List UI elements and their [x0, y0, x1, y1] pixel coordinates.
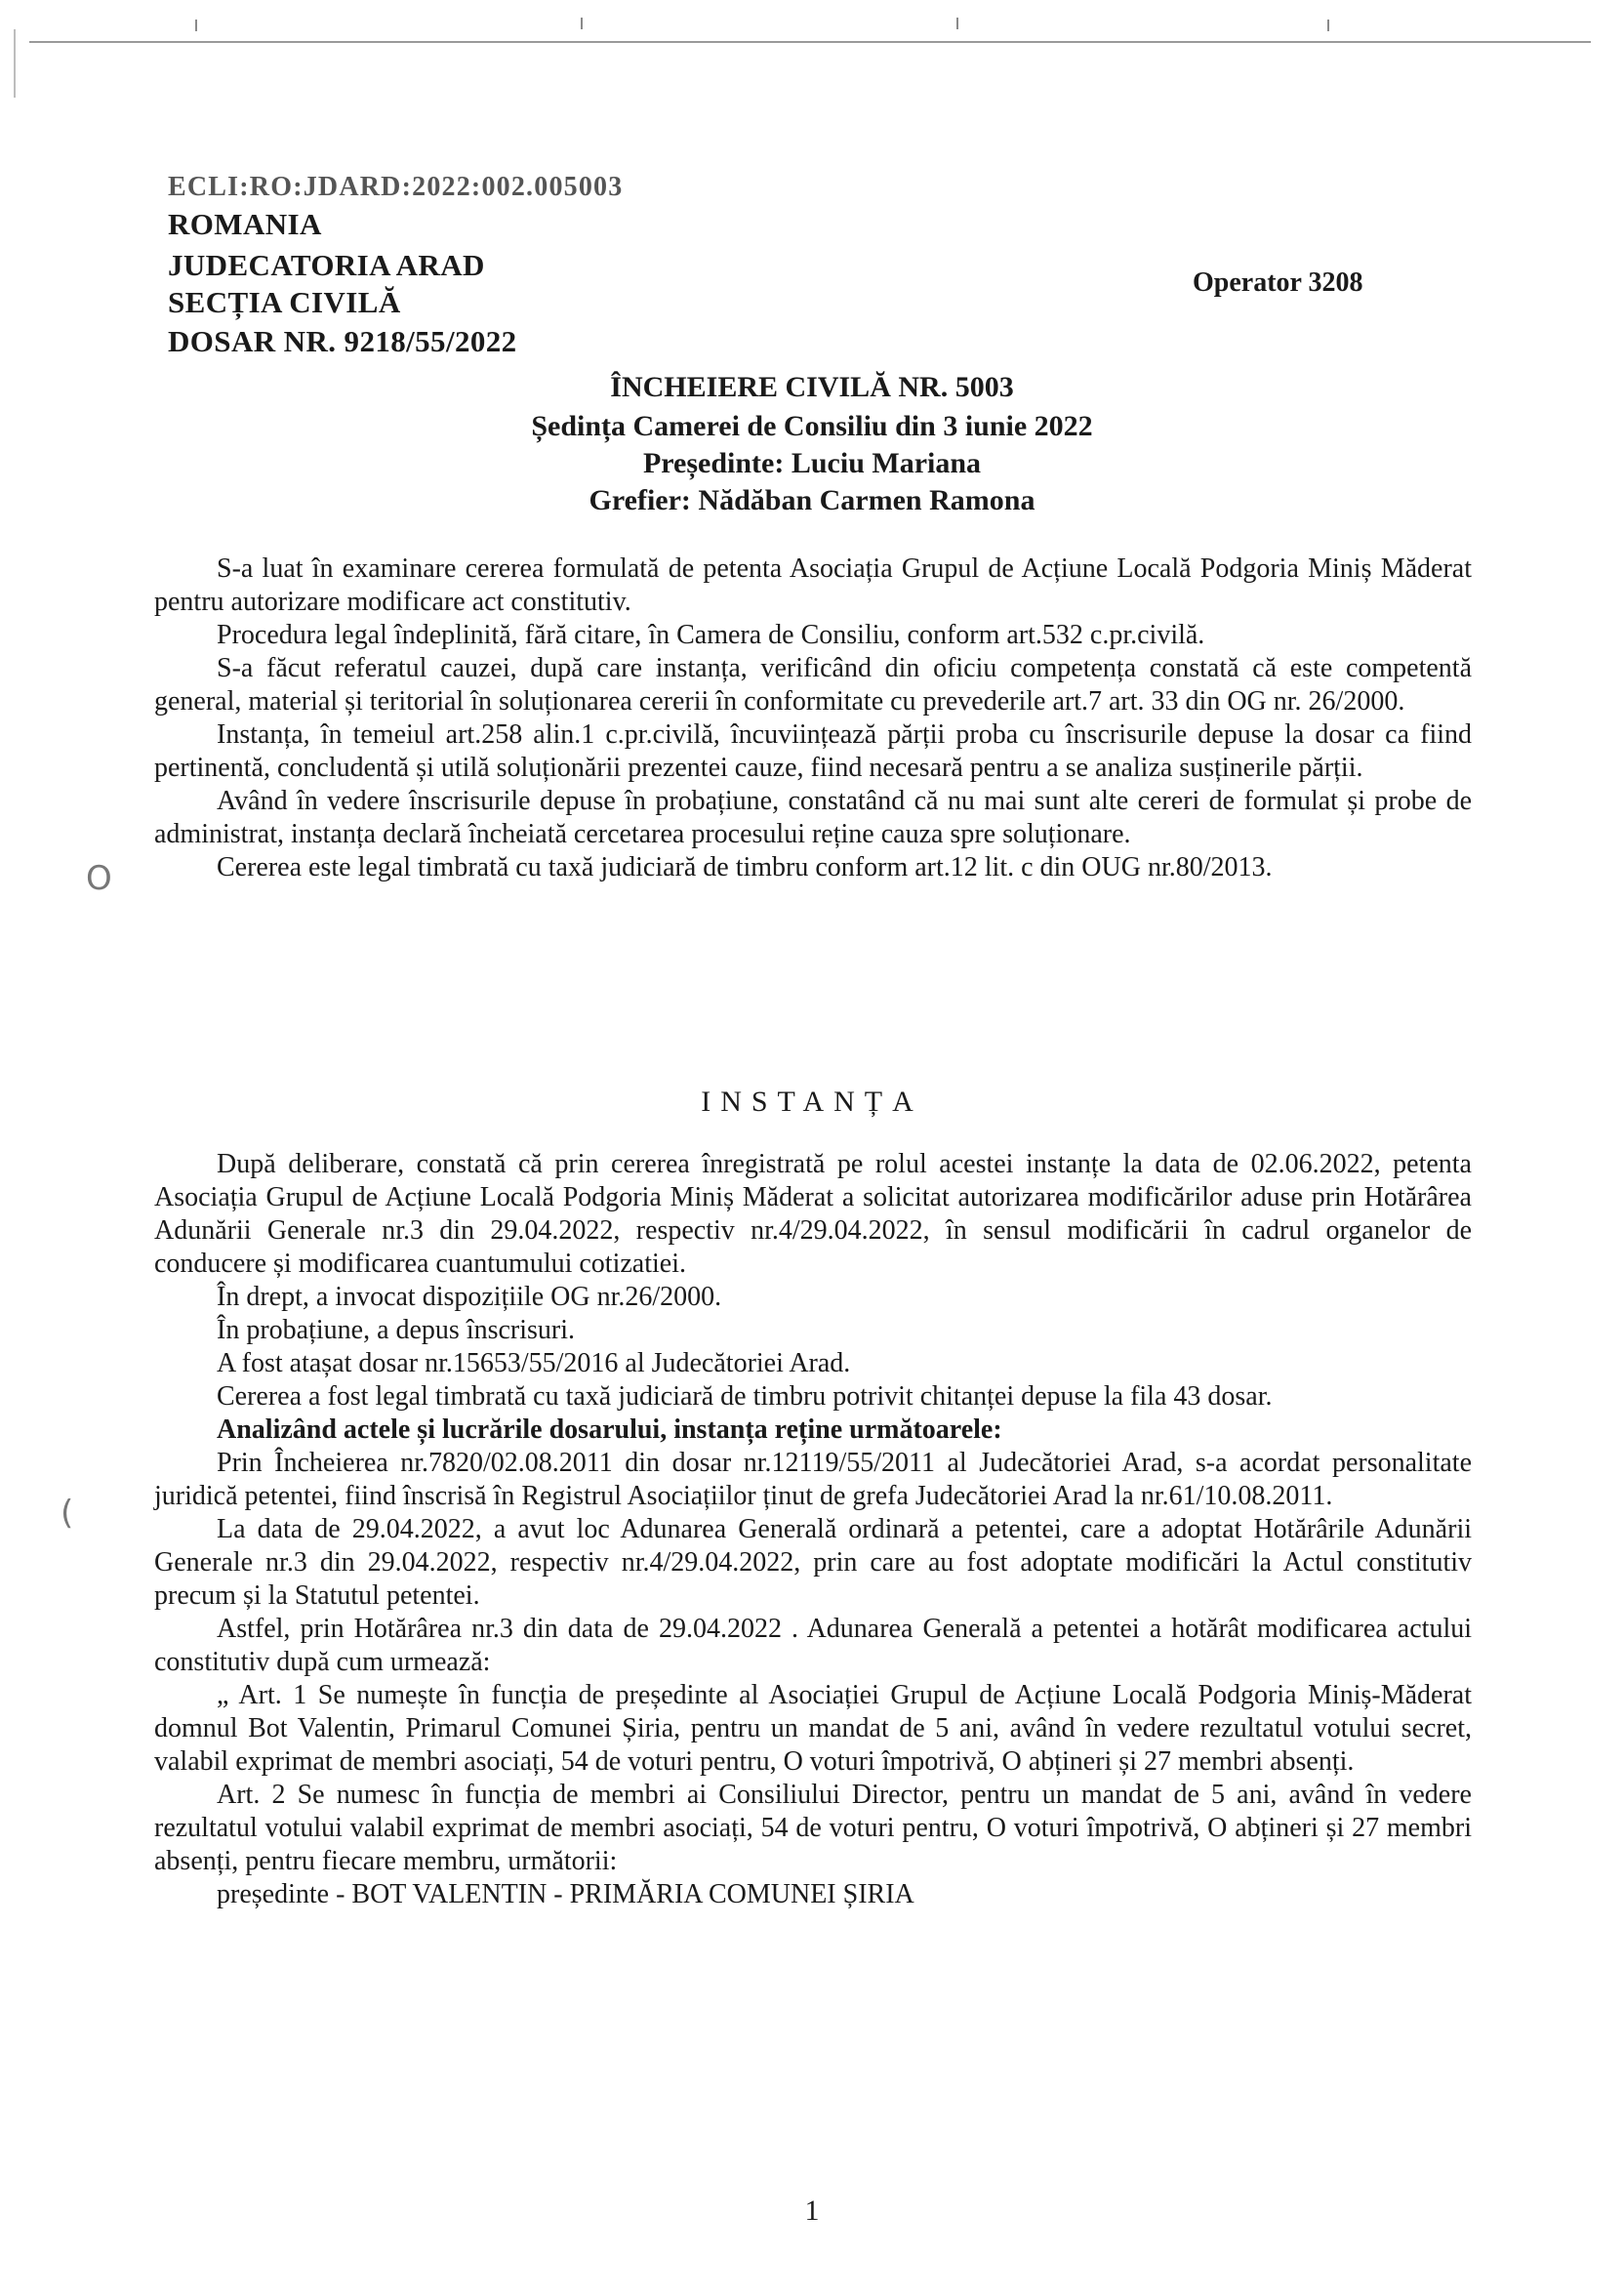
margin-pen-mark: O: [86, 859, 112, 898]
main-paragraph: A fost atașat dosar nr.15653/55/2016 al Judecătoriei Arad.: [217, 1348, 851, 1378]
intro-paragraph: Cererea este legal timbrată cu taxă judiciară de timbru conform art.12 lit. c din OUG nr.80/2013.: [217, 852, 1273, 882]
decision-title: ÎNCHEIERE CIVILĂ NR. 5003: [610, 371, 1014, 403]
operator-number: Operator 3208: [1193, 267, 1363, 298]
session-line: Ședința Camerei de Consiliu din 3 iunie 2022: [531, 410, 1093, 442]
analysis-paragraph: Astfel, prin Hotărârea nr.3 din data de 29.04.2022 . Adunarea Generală a petentei a hotărât modificarea actului constitutiv după cum urmează:: [154, 1614, 1472, 1677]
intro-paragraph: S-a luat în examinare cererea formulată de petenta Asociația Grupul de Acțiune Locală Podgoria Miniș Măderat pentru autorizare modificare act constitutiv.: [154, 554, 1472, 617]
analysis-paragraph: Art. 2 Se numesc în funcția de membri ai Consiliului Director, pentru un mandat de 5 ani, având în vedere rezultatul votului valabil exprimat de membri asociați, 54 de voturi pentru, O voturi împotrivă, O abțineri și 27 membri absenți, pentru fiecare membru, următorii:: [154, 1780, 1472, 1876]
ecli-code: ECLI:RO:JDARD:2022:002.005003: [168, 172, 624, 202]
main-paragraph: După deliberare, constată că prin cererea înregistrată pe rolul acestei instanțe la data de 02.06.2022, petenta Asociația Grupul de Acțiune Locală Podgoria Miniș Măderat a solicitat autorizarea modificărilor aduse prin Hotărârea Adunării Generale nr.3 din 29.04.2022, respectiv nr.4/29.04.2022, în sensul modificării în cadrul organelor de conducere și modificarea cuantumului cotizatiei.: [154, 1149, 1472, 1279]
main-section: [154, 1148, 1472, 1911]
main-paragraph: În drept, a invocat dispozițiile OG nr.26/2000.: [217, 1282, 722, 1312]
scan-edge-line: [29, 41, 1591, 43]
intro-section: [154, 553, 1472, 884]
file-number: DOSAR NR. 9218/55/2022: [168, 324, 517, 358]
scan-tick: [195, 20, 197, 31]
main-paragraph: Cererea a fost legal timbrată cu taxă judiciară de timbru potrivit chitanței depuse la fila 43 dosar.: [217, 1381, 1273, 1412]
scan-tick: [581, 18, 583, 29]
main-paragraph: În probațiune, a depus înscrisuri.: [217, 1315, 576, 1345]
president-line: Președinte: Luciu Mariana: [642, 447, 982, 479]
analysis-paragraph: La data de 29.04.2022, a avut loc Adunarea Generală ordinară a petentei, care a adoptat Hotărârile Adunării Generale nr.3 din 29.04.2022, respectiv nr.4/29.04.2022, prin care au fost adoptate modificări la Actul constitutiv precum și la Statutul petentei.: [154, 1514, 1472, 1611]
scan-edge-mark: [14, 29, 16, 98]
intro-paragraph: Procedura legal îndeplinită, fără citare, în Camera de Consiliu, conform art.532 c.pr.civilă.: [217, 620, 1205, 650]
page-number: 1: [804, 2194, 820, 2227]
intro-paragraph: S-a făcut referatul cauzei, după care instanța, verificând din oficiu competența constată că este competentă general, material și teritorial în soluționarea cererii în conformitate cu prevederile art.7 art. 33 din OG nr. 26/2000.: [154, 653, 1472, 717]
intro-paragraph: Instanța, în temeiul art.258 alin.1 c.pr.civilă, încuviințează părții proba cu înscrisurile depuse la dosar ca fiind pertinentă, concludentă și utilă soluționării prezentei cauze, fiind necesară pentru a se analiza susținerile părții.: [154, 719, 1472, 783]
margin-pen-mark: (: [61, 1494, 74, 1533]
intro-paragraph: Având în vedere înscrisurile depuse în probațiune, constatând că nu mai sunt alte cereri de formulat și probe de administrat, instanța declară încheiată cercetarea procesului reține cauza spre soluționare.: [154, 786, 1472, 849]
analysis-paragraph: „ Art. 1 Se numește în funcția de președinte al Asociației Grupul de Acțiune Locală Podgoria Miniș-Măderat domnul Bot Valentin, Primarul Comunei Șiria, pentru un mandat de 5 ani, având în vedere rezultatul votului secret, valabil exprimat de membri asociați, 54 de voturi pentru, O voturi împotrivă, O abțineri și 27 membri absenți.: [154, 1680, 1472, 1777]
analysis-heading: Analizând actele și lucrările dosarului, instanța reține următoarele:: [217, 1414, 1002, 1445]
clerk-line: Grefier: Nădăban Carmen Ramona: [589, 484, 1035, 516]
analysis-paragraph: Prin Încheierea nr.7820/02.08.2011 din dosar nr.12119/55/2011 al Judecătoriei Arad, s-a acordat personalitate juridică petentei, fiind înscrisă în Registrul Asociațiilor ținut de grefa Judecătoriei Arad la nr.61/10.08.2011.: [154, 1448, 1472, 1511]
section-heading: INSTANȚA: [701, 1086, 923, 1118]
president-entry: președinte - BOT VALENTIN - PRIMĂRIA COMUNEI ȘIRIA: [217, 1879, 914, 1909]
scan-tick: [1327, 20, 1329, 31]
country-name: ROMANIA: [168, 207, 322, 241]
scan-tick: [956, 18, 958, 29]
court-section: SECȚIA CIVILĂ: [168, 285, 401, 319]
court-name: JUDECATORIA ARAD: [168, 248, 485, 282]
